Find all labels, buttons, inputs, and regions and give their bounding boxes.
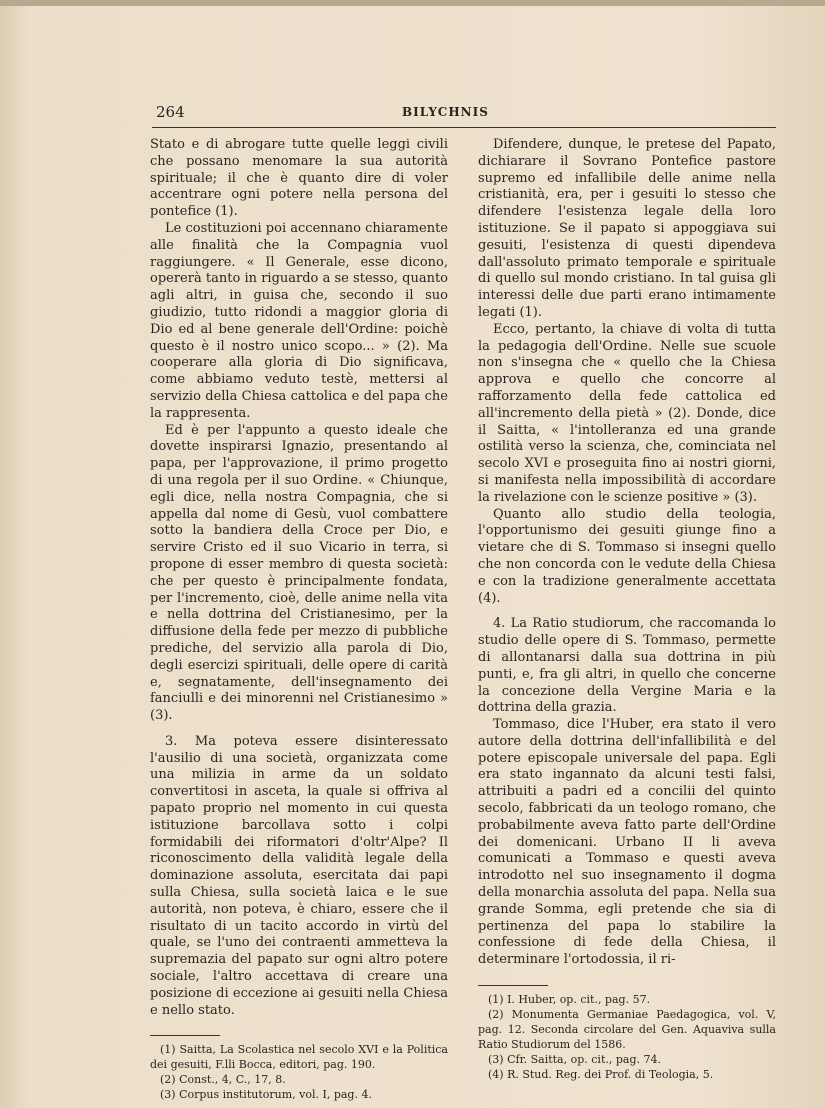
- paragraph: Le costituzioni poi accennano chiaramente alle finalità che la Compagnia vuol raggiungere. « Il Generale, esse dicono, opererà tanto in riguardo a se stesso, quanto agli altri, in guisa che, secondo il suo giudizio, tutto ridondi a maggior gloria di Dio ed al bene generale dell'Ordine: poichè questo è il nostro unico scopo... » (2). Ma cooperare alla gloria di Dio significava, come abbiamo veduto testè, mettersi al servizio della Chiesa cattolica e del papa che la rappresenta.: [150, 220, 448, 421]
- header-rule: [152, 127, 776, 128]
- paragraph: Difendere, dunque, le pretese del Papato, dichiarare il Sovrano Pontefice pastore supremo ed infallibile delle anime nella cristianità, era, per i gesuiti lo stesso che difendere l'esistenza legale della loro istituzione. Se il papato si appoggiava sui gesuiti, l'esistenza di questi dipendeva dall'assoluto primato temporale e spirituale di quello sul mondo cristiano. In tal guisa gli interessi delle due parti erano intimamente legati (1).: [478, 137, 776, 320]
- right-column: [478, 137, 776, 1082]
- running-title: BILYCHNIS: [402, 105, 489, 119]
- page-header: [152, 101, 776, 127]
- paragraph: Ecco, pertanto, la chiave di volta di tutta la pedagogia dell'Ordine. Nelle sue scuole non s'insegna che « quello che la Chiesa approva e quello che concorre al rafforzamento della fede cattolica ed all'incremento della pietà » (2). Donde, dice il Saitta, « l'intolleranza ed una grande ostilità verso la scienza, che, cominciata nel secolo XVI e proseguita fino ai nostri giorni, si manifesta nella impossibilità di accordare la rivelazione con le scienze positive » (3).: [478, 321, 776, 505]
- footnote: (2) Monumenta Germaniae Paedagogica, vol. V, pag. 12. Seconda circolare del Gen. Aquaviva sulla Ratio Studiorum del 1586.: [478, 1008, 776, 1052]
- paragraph: Stato e di abrogare tutte quelle leggi civili che possano menomare la sua autorità spirituale; il che è quanto dire di voler accentrare ogni potere nella persona del pontefice (1).: [150, 137, 448, 220]
- footnote: (3) Corpus institutorum, vol. I, pag. 4.: [160, 1088, 372, 1102]
- paragraph: 4. La Ratio studiorum, che raccomanda lo studio delle opere di S. Tommaso, permette di allontanarsi dalla sua dottrina in più punti, e, fra gli altri, in quello che concerne la concezione della Vergine Maria e la dottrina della grazia.: [478, 616, 776, 716]
- paragraph: Tommaso, dice l'Huber, era stato il vero autore della dottrina dell'infallibilità e del potere episcopale universale del papa. Egli era stato ingannato da alcuni testi falsi, attribuiti a padri ed a concilii del quinto secolo, fabbricati da un teologo romano, che probabilmente aveva fatto parte dell'Ordine dei domenicani. Urbano II li aveva comunicati a Tommaso e questi aveva introdotto nel suo insegnamento il dogma della monarchia assoluta del papa. Nella sua grande Somma, egli pretende che sia di pertinenza del papa lo stabilire la confessione di fede della Chiesa, il determinare l'ortodossia, il ri-: [478, 717, 776, 968]
- paragraph: Ed è per l'appunto a questo ideale che dovette inspirarsi Ignazio, presentando al papa, per l'approvazione, il primo progetto di una regola per il suo Ordine. « Chiunque, egli dice, nella nostra Compagnia, che si appella dal nome di Gesù, vuol combattere sotto la bandiera della Croce per Dio, e servire Cristo ed il suo Vicario in terra, si propone di esser membro di questa società: che per questo è principalmente fondata, per l'incremento, cioè, delle anime nella vita e nella dottrina del Cristianesimo, per la diffusione della fede per mezzo di pubbliche prediche, del servizio alla parola di Dio, degli esercizi spirituali, delle opere di carità e, segnatamente, dell'insegnamento dei fanciulli e dei minorenni nel Cristianesimo » (3).: [150, 422, 448, 724]
- page-number: 264: [156, 103, 185, 121]
- footnote: (3) Cfr. Saitta, op. cit., pag. 74.: [488, 1053, 661, 1067]
- left-column: [150, 137, 448, 1102]
- paragraph: Quanto allo studio della teologia, l'opportunismo dei gesuiti giunge fino a vietare che di S. Tommaso si insegni quello che non concorda con le vedute della Chiesa e con la tradizione generalmente accettata (4).: [478, 506, 776, 606]
- footnote: (2) Const., 4, C., 17, 8.: [160, 1073, 286, 1087]
- footnote: (1) I. Huber, op. cit., pag. 57.: [488, 993, 651, 1007]
- footnote: (4) R. Stud. Reg. dei Prof. di Teologia, 5.: [488, 1068, 714, 1082]
- footnote-rule: [150, 1035, 220, 1042]
- paragraph: 3. Ma poteva essere disinteressato l'ausilio di una società, organizzata come una milizia in arme da un soldato convertitosi in asceta, la quale si offriva al papato proprio nel momento in cui questa istituzione barcollava sotto i colpi formidabili dei riformatori d'oltr'Alpe? Il riconoscimento della validità legale della dominazione assoluta, esercitata dai papi sulla Chiesa, sulla società laica e le sue autorità, non poteva, è chiaro, essere che il risultato di un tacito accordo in virtù del quale, se l'uno dei contraenti ammetteva la supremazia del papato sur ogni altro potere sociale, l'altro accettava di creare una posizione di eccezione ai gesuiti nella Chiesa e nello stato.: [150, 733, 448, 1018]
- footnote: (1) Saitta, La Scolastica nel secolo XVI e la Politica dei gesuiti, F.lli Bocca, editori, pag. 190.: [150, 1043, 448, 1072]
- page-top-edge: [0, 0, 825, 6]
- footnote-rule: [478, 985, 548, 992]
